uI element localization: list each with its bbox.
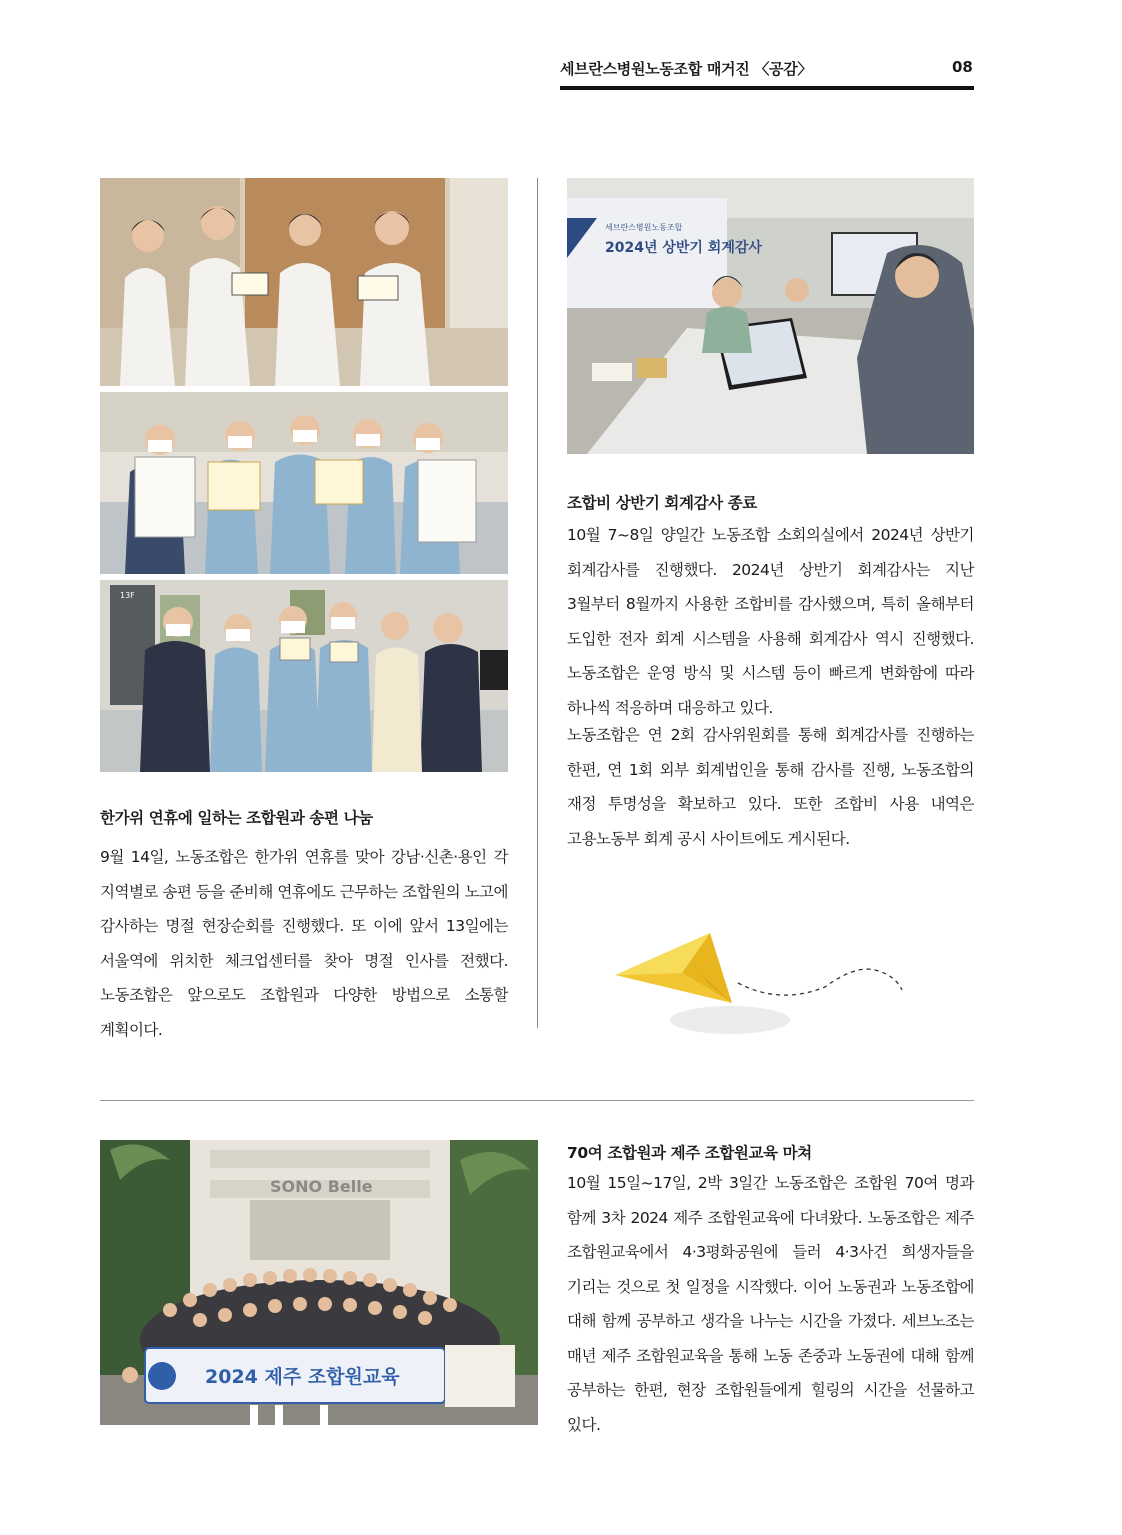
floor-sign-text: 13F (120, 591, 135, 600)
hotel-sign-text: SONO Belle (270, 1177, 373, 1196)
column-divider (537, 178, 538, 1028)
paper-airplane-illustration (610, 925, 910, 1055)
jeju-banner-text: 2024 제주 조합원교육 (205, 1366, 400, 1388)
section-divider (100, 1100, 974, 1101)
photo-accounting-audit (567, 178, 974, 454)
page-number: 08 (952, 58, 973, 76)
photo-jeju-education (100, 1140, 538, 1425)
article-body-jeju: 10월 15일~17일, 2박 3일간 노동조합은 조합원 70여 명과 함께 3차 2024 제주 조합원교육에 다녀왔다. 노동조합은 제주 조합원교육에서 4·3평화공원에 들러 4·3사건 희생자들을 기리는 것으로 첫 일정을 시작했다. 이어 노동권과 노동조합에 대해 함께 공부하고 생각을 나누는 시간을 가졌다. 세브노조는 매년 제주 조합원교육을 통해 노동 존중과 노동권에 대해 함께 공부하는 한편, 현장 조합원들에게 힐링의 시간을 선물하고 있다. (567, 1174, 974, 1434)
article-body-songpyeon: 9월 14일, 노동조합은 한가위 연휴를 맞아 강남·신촌·용인 각 지역별로 송편 등을 준비해 연휴에도 근무하는 조합원의 노고에 감사하는 명절 현장순회를 진행했다. 또 이에 앞서 13일에는 서울역에 위치한 체크업센터를 찾아 명절 인사를 전했다. 노동조합은 앞으로도 조합원과 다양한 방법으로 소통할 계획이다. (100, 848, 508, 1039)
header-rule (560, 86, 974, 90)
magazine-title: 세브란스병원노동조합 매거진 〈공감〉 (560, 60, 813, 78)
article-title-audit: 조합비 상반기 회계감사 종료 (567, 494, 757, 512)
article-body-audit: 10월 7~8일 양일간 노동조합 소회의실에서 2024년 상반기 회계감사를 진행했다. 2024년 상반기 회계감사는 지난 3월부터 8월까지 사용한 조합비를 감사했으며, 특히 올해부터 도입한 전자 회계 시스템을 사용해 회계감사 역시 진행했다. 노동조합은 운영 방식 및 시스템 등이 빠르게 변화함에 따라 하나씩 적응하며 대응하고 있다. (567, 526, 974, 717)
audit-banner-text: 2024년 상반기 회계감사 (605, 240, 762, 256)
audit-banner-small-text: 세브란스병원노동조합 (605, 223, 683, 232)
photo-songpyeon-staff-1 (100, 178, 508, 386)
photo-songpyeon-staff-3 (100, 580, 508, 772)
photo-songpyeon-staff-2 (100, 392, 508, 574)
article-title-jeju: 70여 조합원과 제주 조합원교육 마쳐 (567, 1144, 812, 1162)
article-body-audit-2: 노동조합은 연 2회 감사위원회를 통해 회계감사를 진행하는 한편, 연 1회 외부 회계법인을 통해 감사를 진행, 노동조합의 재정 투명성을 확보하고 있다. 또한 조합비 사용 내역은 고용노동부 회계 공시 사이트에도 게시된다. (567, 726, 974, 848)
article-title-songpyeon: 한가위 연휴에 일하는 조합원과 송편 나눔 (100, 809, 373, 827)
